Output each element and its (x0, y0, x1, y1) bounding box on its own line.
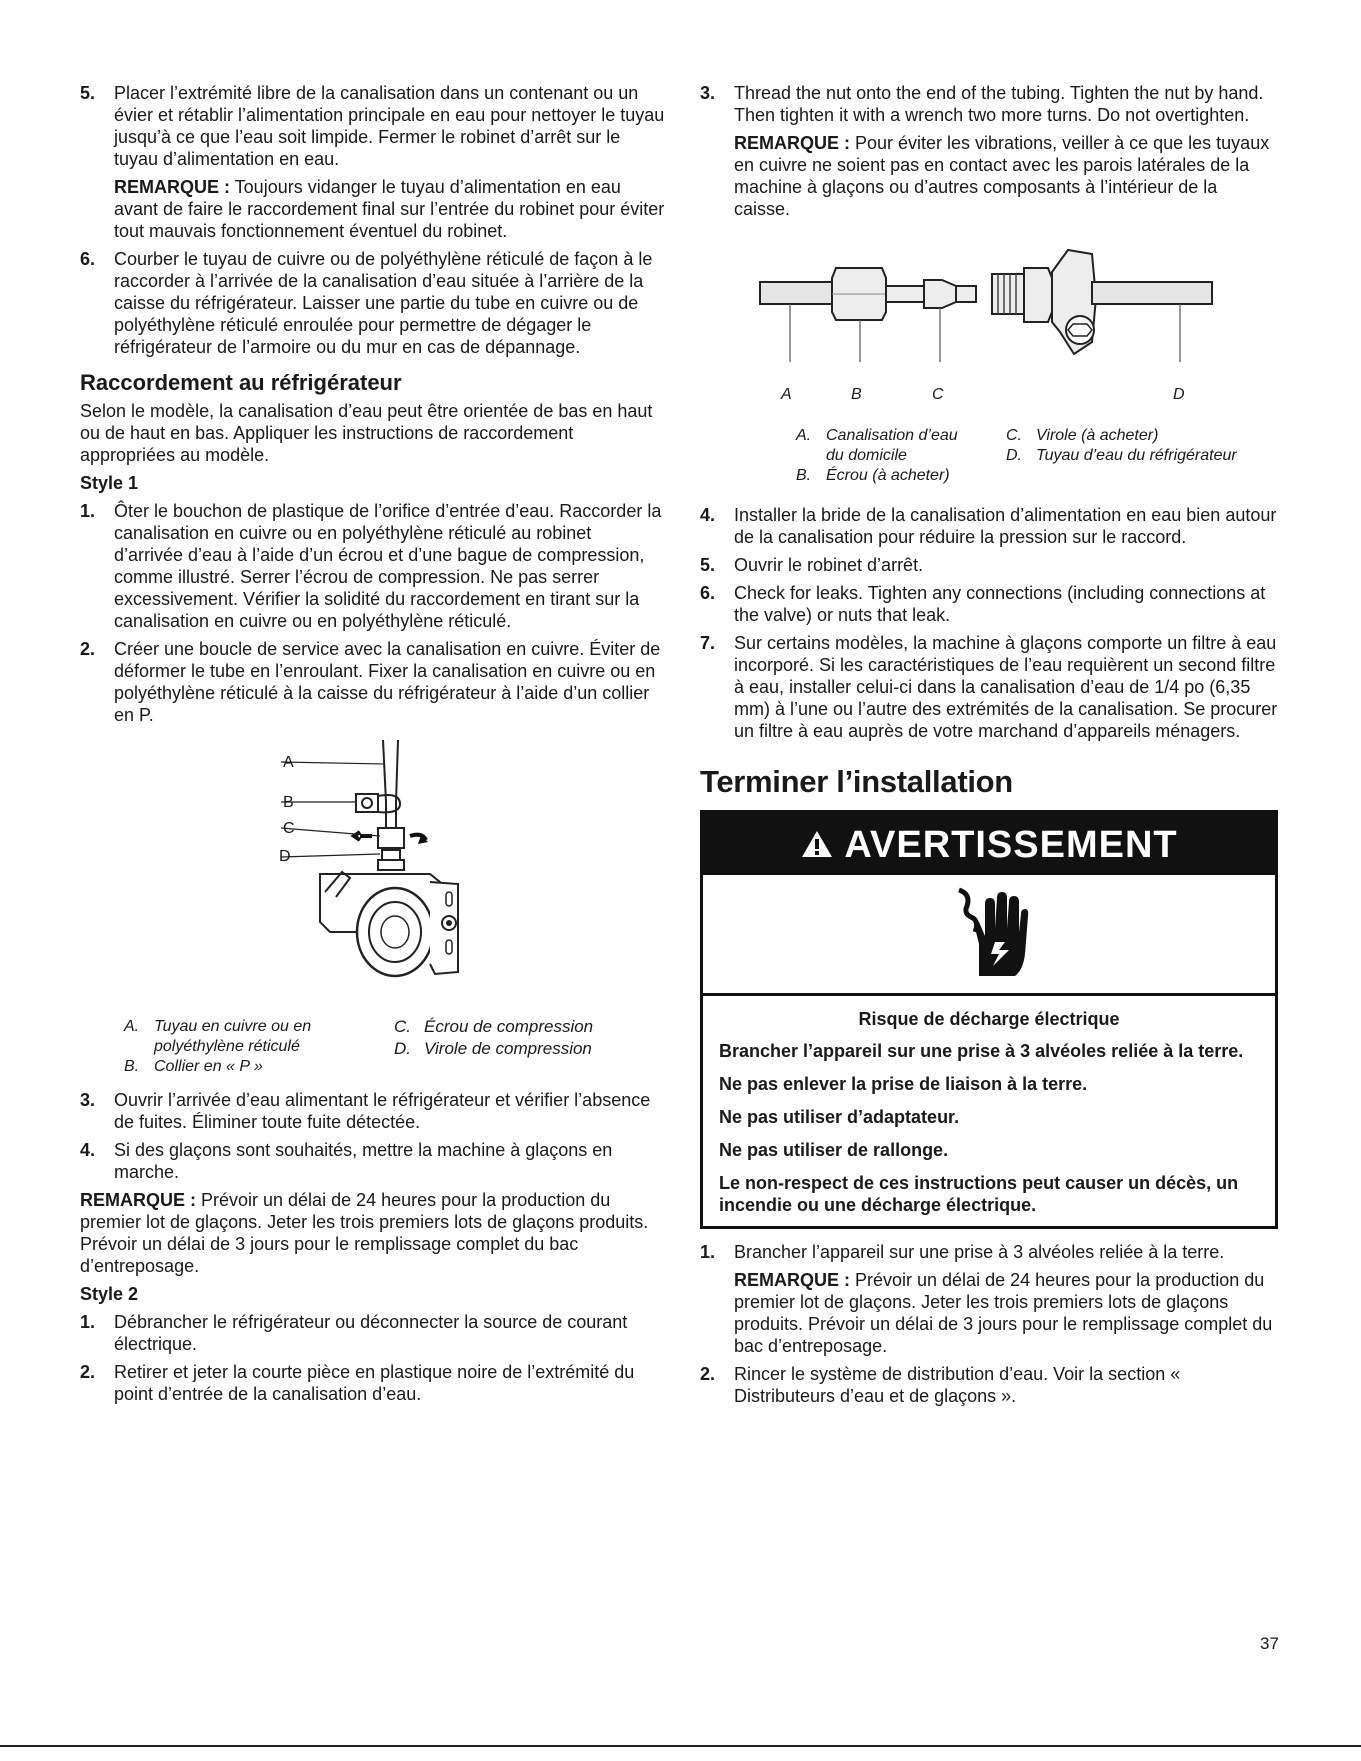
step-number: 6. (700, 583, 716, 603)
caption-text: Collier en « P » (154, 1058, 263, 1075)
step-5 (80, 82, 665, 242)
left-column (80, 82, 665, 1411)
warning-risk: Risque de décharge électrique (858, 1009, 1120, 1029)
note-label: REMARQUE : (734, 1270, 850, 1290)
fig1-label-d: D (279, 848, 291, 865)
caption-text: du domicile (826, 447, 907, 464)
valve-figure-caption (124, 1017, 665, 1079)
page-number: 37 (1260, 1634, 1279, 1653)
caption-b (124, 1057, 344, 1077)
caption-text: Canalisation d’eau (826, 427, 958, 444)
step-3 (700, 82, 1278, 220)
step-5 (700, 554, 1278, 576)
caption-letter: C. (1006, 427, 1022, 444)
style-2-heading: Style 2 (80, 1284, 139, 1304)
fig2-label-a: A (781, 386, 792, 403)
tubing-figure-caption (796, 426, 1278, 486)
caption-text: Tuyau d’eau du réfrigérateur (1036, 447, 1237, 464)
right-column (700, 82, 1278, 1413)
warning-line: Ne pas enlever la prise de liaison à la terre. (719, 1074, 1088, 1094)
style2-step-2 (80, 1361, 665, 1405)
section-heading: Terminer l’installation (700, 764, 1013, 799)
note-label: REMARQUE : (114, 177, 230, 197)
note-text: Toujours vidanger le tuyau d’alimentation en eau avant de faire le raccordement final sur l’entrée du robinet pour éviter tout mauvais fonctionnement éventuel du robinet. (114, 177, 665, 241)
step-text: Créer une boucle de service avec la canalisation en cuivre. Éviter de déformer le tube en l’enroulant. Fixer la canalisation en cuivre ou en polyéthylène réticulé à la caisse du réfrigérateur à l’aide d’un collier en P. (114, 639, 661, 725)
warning-title: AVERTISSEMENT (844, 824, 1178, 866)
warning-triangle-icon (800, 815, 834, 879)
step-text: Débrancher le réfrigérateur ou déconnecter la source de courant électrique. (114, 1312, 628, 1354)
caption-d (394, 1039, 654, 1059)
caption-text: Écrou (à acheter) (826, 467, 950, 484)
finish-step-1 (700, 1241, 1278, 1357)
note (80, 1189, 665, 1277)
fig2-label-d: D (1173, 386, 1185, 403)
finish-step-2 (700, 1363, 1278, 1407)
step-number: 1. (80, 1312, 96, 1332)
note-text: Pour éviter les vibrations, veiller à ce que les tuyaux en cuivre ne soient pas en contact avec les parois latérales de la machine à glaçons ou d’autres composants à l’intérieur de la caisse. (734, 133, 1270, 219)
caption-text: Écrou de compression (424, 1017, 594, 1036)
caption-text: Tuyau en cuivre ou en (154, 1018, 312, 1035)
style-1-heading: Style 1 (80, 473, 139, 493)
style1-step-4 (80, 1139, 665, 1183)
note-text: Prévoir un délai de 24 heures pour la production du premier lot de glaçons. Jeter les trois premiers lots de glaçons produits. Prévoir un délai de 3 jours pour le remplissage complet du bac d’entreposage. (734, 1270, 1273, 1356)
bottom-rule (0, 1745, 1361, 1747)
note-label: REMARQUE : (80, 1190, 196, 1210)
fig1-label-c: C (283, 820, 295, 837)
note-text: Prévoir un délai de 24 heures pour la production du premier lot de glaçons. Jeter les trois premiers lots de glaçons produits. Prévoir un délai de 3 jours pour le remplissage complet du bac d’entreposage. (80, 1190, 649, 1276)
note-label: REMARQUE : (734, 133, 850, 153)
step-number: 7. (700, 633, 716, 653)
note (734, 132, 1278, 220)
caption-letter: B. (124, 1058, 140, 1075)
step-number: 6. (80, 249, 96, 269)
step-text: Sur certains modèles, la machine à glaçons comporte un filtre à eau incorporé. Si les caractéristiques de l’eau requièrent un second filtre à eau, installer celui-ci dans la canalisation d’eau de 1/4 po (6,35 mm) à l’une ou l’autre des extrémités de la canalisation. Se procurer un filtre à eau auprès de votre marchand d’appareils ménagers. (734, 633, 1278, 741)
caption-letter: A. (124, 1018, 140, 1035)
step-number: 5. (700, 555, 716, 575)
step-text: Installer la bride de la canalisation d’alimentation en eau bien autour de la canalisation pour réduire la pression sur le raccord. (734, 505, 1277, 547)
step-text: Si des glaçons sont souhaités, mettre la machine à glaçons en marche. (114, 1140, 613, 1182)
fig2-label-c: C (932, 386, 944, 403)
caption-d (1006, 446, 1276, 466)
step-number: 1. (80, 501, 96, 521)
step-text: Brancher l’appareil sur une prise à 3 alvéoles reliée à la terre. (734, 1242, 1225, 1262)
caption-letter: C. (394, 1017, 411, 1036)
step-number: 4. (700, 505, 716, 525)
step-7 (700, 632, 1278, 742)
step-number: 1. (700, 1242, 716, 1262)
step-text: Retirer et jeter la courte pièce en plastique noire de l’extrémité du point d’entrée de la canalisation d’eau. (114, 1362, 635, 1404)
step-number: 3. (700, 83, 716, 103)
step-text: Ôter le bouchon de plastique de l’orifice d’entrée d’eau. Raccorder la canalisation en cuivre ou en polyéthylène réticulé au robinet d’arrivée d’eau à l’aide d’un écrou et d’une bague de compression, comme illustré. Serrer l’écrou de compression. Ne pas serrer excessivement. Vérifier la solidité du raccordement en tirant sur la canalisation en cuivre ou en polyéthylène réticulé. (114, 501, 662, 631)
step-number: 2. (80, 1362, 96, 1382)
fig1-label-b: B (283, 794, 294, 811)
electric-shock-hand-icon (949, 884, 1029, 985)
step-number: 4. (80, 1140, 96, 1160)
section-intro: Selon le modèle, la canalisation d’eau peut être orientée de bas en haut ou de haut en bas. Appliquer les instructions de raccordement appropriées au modèle. (80, 401, 653, 465)
warning-line: Ne pas utiliser d’adaptateur. (719, 1107, 960, 1127)
caption-letter: A. (796, 427, 812, 444)
warning-line: Le non-respect de ces instructions peut causer un décès, un incendie ou une décharge électrique. (719, 1173, 1239, 1215)
style1-step-1 (80, 500, 665, 632)
caption-a (796, 426, 986, 466)
style2-step-1 (80, 1311, 665, 1355)
fig2-label-b: B (851, 386, 862, 403)
step-number: 5. (80, 83, 96, 103)
warning-header (703, 813, 1275, 875)
caption-letter: B. (796, 467, 812, 484)
section-heading: Raccordement au réfrigérateur (80, 370, 402, 395)
note (114, 176, 665, 242)
warning-line: Brancher l’appareil sur une prise à 3 alvéoles reliée à la terre. (719, 1041, 1244, 1061)
step-number: 2. (700, 1364, 716, 1384)
step-text: Rincer le système de distribution d’eau. Voir la section « Distributeurs d’eau et de glaçons ». (734, 1364, 1181, 1406)
step-text: Courber le tuyau de cuivre ou de polyéthylène réticulé de façon à le raccorder à l’arrivée de la canalisation d’eau située à l’arrière de la caisse du réfrigérateur. Laisser une partie du tube en cuivre ou de polyéthylène réticulé enroulée pour permettre de dégager le réfrigérateur de l’armoire ou du mur en cas de dépannage. (114, 249, 653, 357)
note (734, 1269, 1278, 1357)
warning-icon-area (703, 875, 1275, 996)
caption-c (394, 1017, 654, 1037)
step-6 (700, 582, 1278, 626)
style1-step-2 (80, 638, 665, 726)
fig1-label-a: A (283, 754, 294, 771)
style1-step-3 (80, 1089, 665, 1133)
step-text: Thread the nut onto the end of the tubing. Tighten the nut by hand. Then tighten it with a wrench two more turns. Do not overtighten. (734, 83, 1264, 125)
step-6 (80, 248, 665, 358)
caption-text: Virole (à acheter) (1036, 427, 1159, 444)
step-text: Ouvrir l’arrivée d’eau alimentant le réfrigérateur et vérifier l’absence de fuites. Éliminer toute fuite détectée. (114, 1090, 651, 1132)
caption-letter: D. (394, 1039, 411, 1058)
step-number: 2. (80, 639, 96, 659)
step-4 (700, 504, 1278, 548)
step-number: 3. (80, 1090, 96, 1110)
caption-text: Virole de compression (424, 1039, 592, 1058)
caption-a (124, 1017, 344, 1057)
caption-c (1006, 426, 1266, 446)
caption-letter: D. (1006, 447, 1022, 464)
caption-text: polyéthylène réticulé (154, 1038, 300, 1055)
valve-connection-illustration (80, 732, 665, 1017)
step-text: Placer l’extrémité libre de la canalisation dans un contenant ou un évier et rétablir l’alimentation principale en eau pour nettoyer le tuyau jusqu’à ce que l’eau soit limpide. Fermer le robinet d’arrêt sur le tuyau d’alimentation en eau. (114, 83, 665, 169)
step-text: Ouvrir le robinet d’arrêt. (734, 555, 924, 575)
warning-box (700, 810, 1278, 1229)
tubing-connection-figure (700, 242, 1278, 420)
step-text: Check for leaks. Tighten any connections (including connections at the valve) or nuts that leak. (734, 583, 1266, 625)
warning-line: Ne pas utiliser de rallonge. (719, 1140, 949, 1160)
valve-connection-figure (80, 732, 665, 1017)
caption-b (796, 466, 986, 486)
warning-body (703, 996, 1275, 1226)
